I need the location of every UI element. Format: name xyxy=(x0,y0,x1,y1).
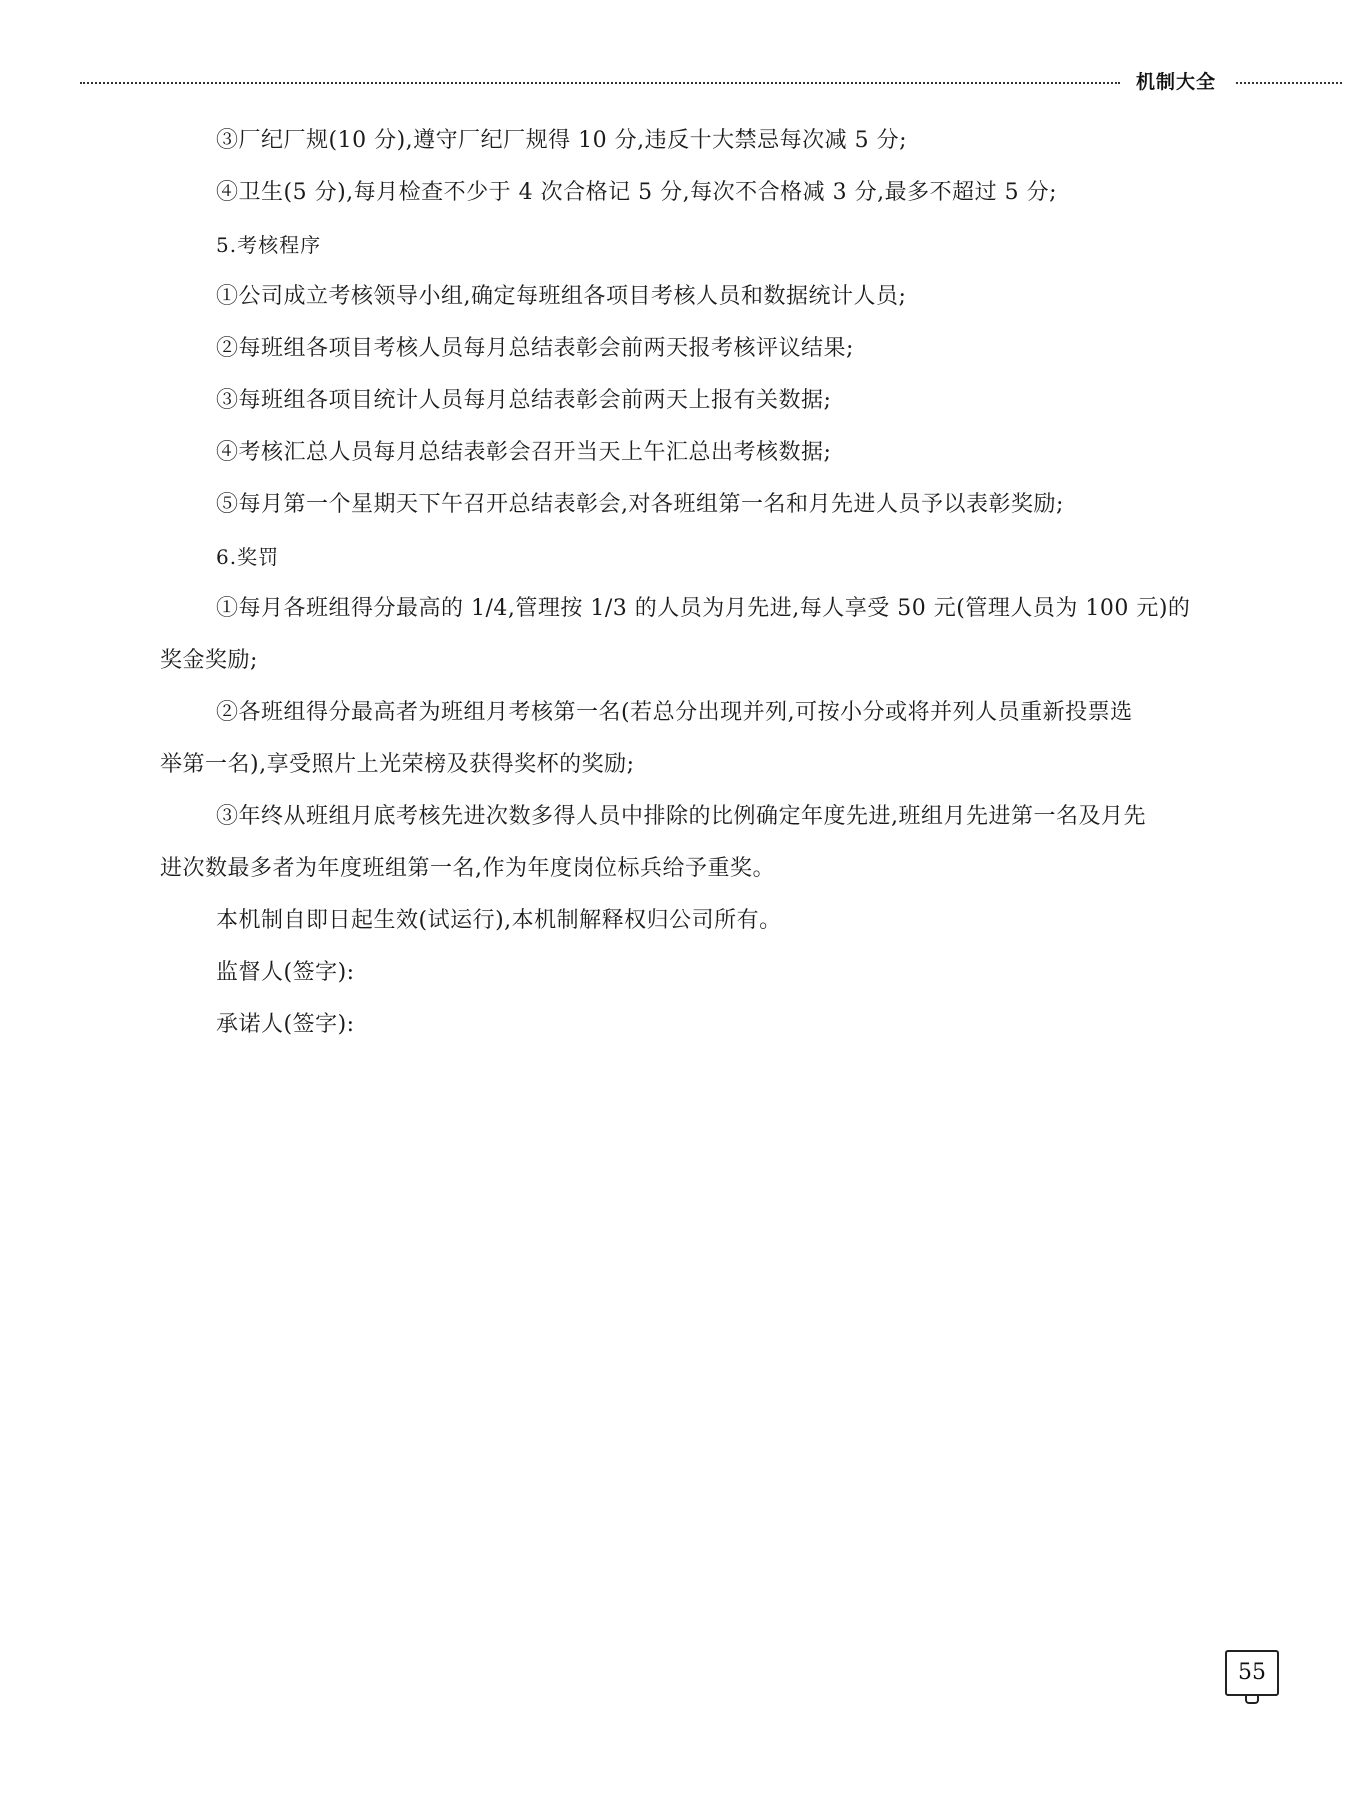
body-line: ③每班组各项目统计人员每月总结表彰会前两天上报有关数据; xyxy=(216,388,832,413)
section-heading: 6.奖罚 xyxy=(216,545,280,569)
page-number: 55 xyxy=(1225,1650,1279,1696)
body-text xyxy=(160,126,1270,1062)
body-line: ⑤每月第一个星期天下午召开总结表彰会,对各班组第一名和月先进人员予以表彰奖励; xyxy=(216,492,1064,517)
header-dotted-rule-right xyxy=(1236,82,1342,84)
body-line: ④考核汇总人员每月总结表彰会召开当天上午汇总出考核数据; xyxy=(216,440,832,465)
body-line: ①每月各班组得分最高的 1/4,管理按 1/3 的人员为月先进,每人享受 50 元(管理人员为 100 元)的 xyxy=(216,596,1191,621)
body-line: 承诺人(签字): xyxy=(216,1012,355,1037)
body-line: 本机制自即日起生效(试运行),本机制解释权归公司所有。 xyxy=(216,908,782,933)
body-line: ③年终从班组月底考核先进次数多得人员中排除的比例确定年度先进,班组月先进第一名及月先 xyxy=(216,804,1146,829)
body-line: ②各班组得分最高者为班组月考核第一名(若总分出现并列,可按小分或将并列人员重新投票选 xyxy=(216,700,1133,725)
body-line: ③厂纪厂规(10 分),遵守厂纪厂规得 10 分,违反十大禁忌每次减 5 分; xyxy=(216,128,908,153)
page-number-tab-decoration xyxy=(1245,1694,1259,1704)
body-line: 举第一名),享受照片上光荣榜及获得奖杯的奖励; xyxy=(160,752,635,777)
body-line: ①公司成立考核领导小组,确定每班组各项目考核人员和数据统计人员; xyxy=(216,284,907,309)
section-heading: 5.考核程序 xyxy=(216,233,322,257)
header-dotted-rule-left xyxy=(80,82,1120,84)
running-header xyxy=(80,70,1350,100)
body-line: ④卫生(5 分),每月检查不少于 4 次合格记 5 分,每次不合格减 3 分,最多不超过 5 分; xyxy=(216,180,1057,205)
body-line: ②每班组各项目考核人员每月总结表彰会前两天报考核评议结果; xyxy=(216,336,854,361)
body-line: 监督人(签字): xyxy=(216,960,355,985)
body-line: 进次数最多者为年度班组第一名,作为年度岗位标兵给予重奖。 xyxy=(160,856,775,881)
body-line: 奖金奖励; xyxy=(160,648,258,673)
header-title: 机制大全 xyxy=(1136,71,1217,93)
